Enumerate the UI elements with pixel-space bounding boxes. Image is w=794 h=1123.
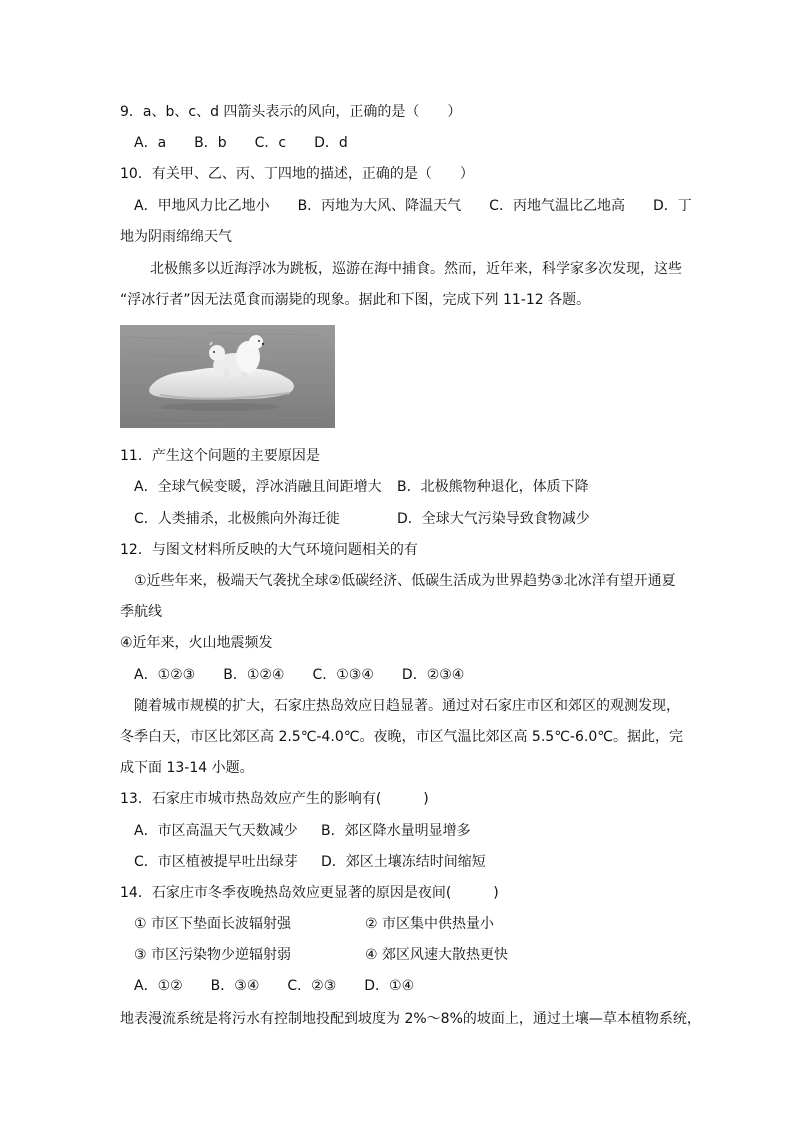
q12-items-line2: 季航线 — [120, 604, 162, 620]
q12-options: A．①②③ B．①②④ C．①③④ D．②③④ — [134, 667, 465, 683]
q11-option-c: C．人类捕杀，北极熊向外海迁徙 — [134, 511, 340, 527]
passage3-line1: 地表漫流系统是将污水有控制地投配到坡度为 2%～8%的坡面上，通过土壤—草本植物系统， — [120, 1011, 701, 1027]
q14-item-3: ③ 市区污染物少逆辐射弱 — [134, 947, 292, 963]
q11-option-b: B．北极熊物种退化，体质下降 — [397, 479, 589, 495]
q14-options: A．①② B．③④ C．②③ D．①④ — [134, 978, 415, 994]
q11-stem: 11．产生这个问题的主要原因是 — [120, 448, 320, 464]
q12-items-line1: ①近些年来，极端天气袭扰全球②低碳经济、低碳生活成为世界趋势③北冰洋有望开通夏 — [134, 573, 676, 589]
q14-item-2: ② 市区集中供热量小 — [365, 916, 495, 932]
q13-option-d: D．郊区土壤冻结时间缩短 — [321, 854, 486, 870]
q10-stem: 10．有关甲、乙、丙、丁四地的描述，正确的是（ ） — [120, 166, 474, 182]
passage2-line1: 随着城市规模的扩大，石家庄热岛效应日趋显著。通过对石家庄市区和郊区的观测发现， — [134, 698, 680, 714]
q9-stem: 9．a、b、c、d 四箭头表示的风向，正确的是（ ） — [120, 104, 462, 120]
q14-item-1: ① 市区下垫面长波辐射强 — [134, 916, 292, 932]
passage1-line1: 北极熊多以近海浮冰为跳板，巡游在海中捕食。然而，近年来，科学家多次发现，这些 — [150, 261, 682, 277]
q12-items-line3: ④近年来，火山地震频发 — [120, 635, 273, 651]
q13-option-a: A．市区高温天气天数减少 — [134, 823, 298, 839]
q12-stem: 12．与图文材料所反映的大气环境问题相关的有 — [120, 542, 418, 558]
q14-item-4: ④ 郊区风速大散热更快 — [365, 947, 509, 963]
q11-option-a: A．全球气候变暖，浮冰消融且间距增大 — [134, 479, 382, 495]
q13-option-c: C．市区植被提早吐出绿芽 — [134, 854, 298, 870]
q10-options-line2: 地为阴雨绵绵天气 — [120, 229, 232, 245]
polar-bear-photo — [120, 325, 335, 428]
q13-option-b: B．郊区降水量明显增多 — [321, 823, 471, 839]
passage2-line2: 冬季白天，市区比郊区高 2.5℃-4.0℃。夜晚，市区气温比郊区高 5.5℃-6.0℃。据此，完 — [120, 729, 683, 745]
q14-stem: 14．石家庄市冬季夜晚热岛效应更显著的原因是夜间( ) — [120, 885, 499, 901]
passage2-line3: 成下面 13-14 小题。 — [120, 760, 254, 776]
q13-stem: 13．石家庄市城市热岛效应产生的影响有( ) — [120, 791, 429, 807]
q11-option-d: D．全球大气污染导致食物减少 — [397, 511, 590, 527]
q9-options: A．a B．b C．c D．d — [134, 135, 348, 151]
passage1-line2: “浮冰行者”因无法觅食而溺毙的现象。据此和下图，完成下列 11-12 各题。 — [120, 292, 591, 308]
q10-options-line1: A．甲地风力比乙地小 B．丙地为大风、降温天气 C．丙地气温比乙地高 D．丁 — [134, 198, 692, 214]
